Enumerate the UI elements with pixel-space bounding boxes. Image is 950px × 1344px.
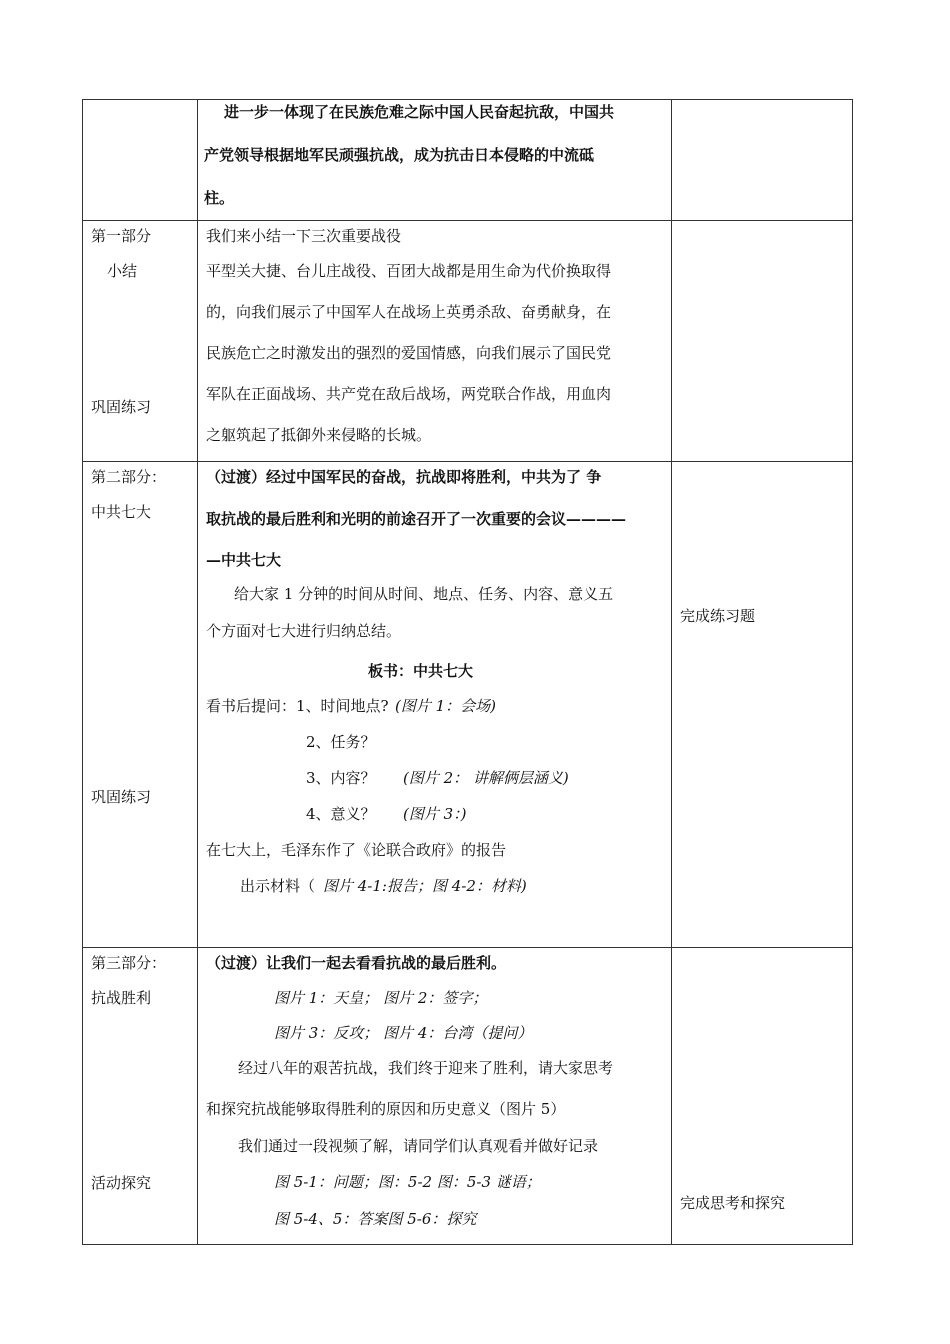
activity-text: 完成练习题 <box>680 607 756 625</box>
section-label: 巩固练习 <box>91 788 152 806</box>
content-line: 之躯筑起了抵御外来侵略的长城。 <box>206 426 432 444</box>
section-label: 第三部分： <box>91 954 167 972</box>
content-line: （过渡）经过中国军民的奋战，抗战即将胜利，中共为了 争 <box>206 468 602 486</box>
content-line: —中共七大 <box>206 551 282 569</box>
image-note: 图 5-1：问题；图：5-2 图：5-3 谜语； <box>274 1173 541 1191</box>
content-line: 4、意义？ <box>306 805 376 823</box>
section-label: 第二部分： <box>91 468 167 486</box>
section-label: 抗战胜利 <box>91 989 152 1007</box>
section-label: 小结 <box>107 262 138 280</box>
content-line: 我们通过一段视频了解，请同学们认真观看并做好记录 <box>238 1137 599 1155</box>
table-row <box>83 221 853 462</box>
image-note: 图片 4-1:报告；图 4-2：材料) <box>323 877 527 895</box>
content-line: 军队在正面战场、共产党在敌后战场，两党联合作战，用血肉 <box>206 385 612 403</box>
content-line: 和探究抗战能够取得胜利的原因和历史意义（图片 5） <box>206 1100 566 1118</box>
activity-cell <box>672 221 853 462</box>
image-note: 图 5-4、5：答案图 5-6：探究 <box>274 1210 477 1228</box>
content-cell <box>198 221 672 462</box>
content-line: 3、内容？ <box>306 769 376 787</box>
table-row <box>83 462 853 948</box>
image-note: (图片 1：会场) <box>395 697 497 715</box>
image-note: 图片 1：天皇； 图片 2：签字； <box>274 989 488 1007</box>
image-note: (图片 2： 讲解俩层涵义) <box>403 769 569 787</box>
content-line: 产党领导根据地军民顽强抗战，成为抗击日本侵略的中流砥 <box>204 146 595 164</box>
section-label: 第一部分 <box>91 227 152 245</box>
content-line: 看书后提问：1、时间地点? <box>206 697 389 715</box>
activity-cell <box>672 462 853 948</box>
activity-cell <box>672 100 853 221</box>
section-label: 中共七大 <box>91 503 152 521</box>
blackboard-heading: 板书：中共七大 <box>368 662 474 680</box>
content-line: 平型关大捷、台儿庄战役、百团大战都是用生命为代价换取得 <box>206 262 612 280</box>
section-cell <box>83 221 198 462</box>
content-line: 的，向我们展示了中国军人在战场上英勇杀敌、奋勇献身，在 <box>206 303 612 321</box>
content-line: 2、任务？ <box>306 733 376 751</box>
content-line: （过渡）让我们一起去看看抗战的最后胜利。 <box>206 954 507 972</box>
table-row <box>83 100 853 221</box>
activity-text: 完成思考和探究 <box>680 1194 786 1212</box>
section-cell <box>83 462 198 948</box>
section-cell <box>83 948 198 1245</box>
content-line: 取抗战的最后胜利和光明的前途召开了一次重要的会议———— <box>206 510 627 528</box>
content-line: 我们来小结一下三次重要战役 <box>206 227 402 245</box>
content-line: 经过八年的艰苦抗战，我们终于迎来了胜利，请大家思考 <box>238 1059 614 1077</box>
lesson-plan-table <box>82 99 853 1245</box>
image-note: 图片 3：反攻； 图片 4：台湾（提问） <box>274 1024 533 1042</box>
section-label: 巩固练习 <box>91 398 152 416</box>
content-cell <box>198 948 672 1245</box>
content-line: 民族危亡之时激发出的强烈的爱国情感，向我们展示了国民党 <box>206 344 612 362</box>
content-line: 在七大上，毛泽东作了《论联合政府》的报告 <box>206 841 507 859</box>
image-note: (图片 3：) <box>403 805 467 823</box>
content-cell <box>198 462 672 948</box>
content-cell <box>198 100 672 221</box>
section-label: 活动探究 <box>91 1174 152 1192</box>
content-line: 给大家 1 分钟的时间从时间、地点、任务、内容、意义五 <box>234 585 614 603</box>
section-cell <box>83 100 198 221</box>
table-row <box>83 948 853 1245</box>
content-line: 柱。 <box>204 189 235 207</box>
activity-cell <box>672 948 853 1245</box>
content-line: 个方面对七大进行归纳总结。 <box>206 622 402 640</box>
content-line: 进一步一体现了在民族危难之际中国人民奋起抗敌，中国共 <box>224 103 615 121</box>
content-line: 出示材料（ <box>240 877 316 895</box>
